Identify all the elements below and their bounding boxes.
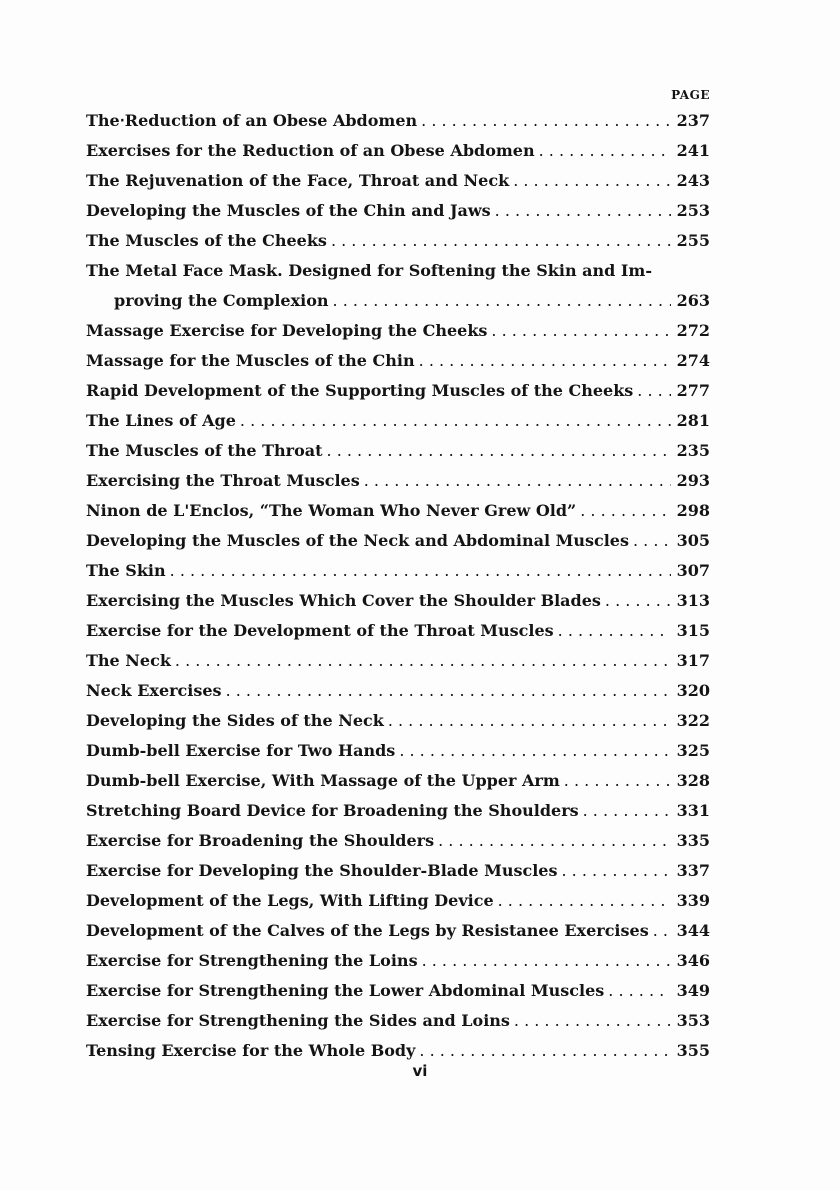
- toc-entry: [86, 976, 710, 1006]
- toc-entry-page-number: 253: [676, 201, 710, 220]
- toc-entry: [86, 616, 710, 646]
- toc-entry-page-number: 317: [676, 651, 710, 670]
- toc-entry-title: Ninon de L'Enclos, “The Woman Who Never Grew Old”: [86, 501, 577, 520]
- toc-entry: [86, 466, 710, 496]
- dot-leader: [226, 676, 671, 706]
- toc-entry-page-number: 337: [676, 861, 710, 880]
- toc-entry: [86, 796, 710, 826]
- dot-leader: [175, 646, 671, 676]
- toc-entry: [86, 676, 710, 706]
- dot-leader: [580, 496, 670, 526]
- toc-entry: [86, 856, 710, 886]
- toc-entry-title: Exercising the Muscles Which Cover the Shoulder Blades: [86, 591, 601, 610]
- toc-entry-title: Stretching Board Device for Broadening the Shoulders: [86, 801, 579, 820]
- dot-leader: [558, 616, 671, 646]
- toc-entry-page-number: 237: [676, 111, 710, 130]
- toc-entry-title: Exercise for Developing the Shoulder-Blade Muscles: [86, 861, 558, 880]
- toc-entry: [86, 406, 710, 436]
- toc-entry: [86, 646, 710, 676]
- dot-leader: [399, 736, 670, 766]
- toc-entry-title: Massage Exercise for Developing the Cheeks: [86, 321, 488, 340]
- dot-leader: [170, 556, 671, 586]
- toc-entry-page-number: 272: [676, 321, 710, 340]
- toc-entry-page-number: 355: [676, 1041, 710, 1060]
- toc-entry-page-number: 313: [676, 591, 710, 610]
- toc-entry: [86, 586, 710, 616]
- toc-entry: [86, 196, 710, 226]
- toc-entry-title: Exercises for the Reduction of an Obese Abdomen: [86, 141, 535, 160]
- toc-entry: [86, 106, 710, 136]
- toc-entry-title: Development of the Legs, With Lifting Device: [86, 891, 494, 910]
- toc-entry: [86, 376, 710, 406]
- toc-entry: [86, 346, 710, 376]
- toc-entry-page-number: 235: [676, 441, 710, 460]
- toc-entry-page-number: 263: [676, 291, 710, 310]
- toc-entry: [86, 166, 710, 196]
- toc-entry-title: Development of the Calves of the Legs by Resistanee Exercises: [86, 921, 649, 940]
- dot-leader: [438, 826, 671, 856]
- toc-entry-page-number: 349: [676, 981, 710, 1000]
- toc-entry-title: Dumb-bell Exercise, With Massage of the Upper Arm: [86, 771, 560, 790]
- toc-entry-list: [86, 106, 710, 1066]
- dot-leader: [421, 106, 670, 136]
- toc-entry: [86, 136, 710, 166]
- toc-entry-title: The‧Reduction of an Obese Abdomen: [86, 111, 418, 130]
- dot-leader: [388, 706, 671, 736]
- toc-entry-title: Neck Exercises: [86, 681, 222, 700]
- dot-leader: [513, 166, 670, 196]
- toc-entry: [86, 736, 710, 766]
- toc-entry-page-number: 305: [676, 531, 710, 550]
- table-of-contents: [86, 84, 710, 1066]
- dot-leader: [633, 526, 671, 556]
- dot-leader: [364, 466, 671, 496]
- toc-entry-title: Exercise for Strengthening the Lower Abdominal Muscles: [86, 981, 605, 1000]
- toc-entry: [86, 556, 710, 586]
- toc-entry-title: Developing the Muscles of the Chin and Jaws: [86, 201, 491, 220]
- toc-entry-page-number: 274: [676, 351, 710, 370]
- toc-entry-title: Exercise for Strengthening the Loins: [86, 951, 418, 970]
- dot-leader: [327, 436, 671, 466]
- dot-leader: [333, 286, 671, 316]
- toc-entry-page-number: 346: [676, 951, 710, 970]
- dot-leader: [608, 976, 670, 1006]
- page-column-heading: PAGE: [671, 88, 710, 102]
- toc-entry-page-number: 335: [676, 831, 710, 850]
- toc-entry: [86, 886, 710, 916]
- toc-entry-page-number: 325: [676, 741, 710, 760]
- toc-entry-title: The Muscles of the Cheeks: [86, 231, 327, 250]
- toc-entry-page-number: 344: [676, 921, 710, 940]
- page-folio: vi: [412, 1062, 428, 1080]
- dot-leader: [422, 946, 671, 976]
- toc-entry-title: The Skin: [86, 561, 166, 580]
- dot-leader: [561, 856, 670, 886]
- toc-entry-title: Exercise for Strengthening the Sides and Loins: [86, 1011, 510, 1030]
- toc-entry: [86, 226, 710, 256]
- toc-entry-page-number: 331: [676, 801, 710, 820]
- toc-entry-page-number: 243: [676, 171, 710, 190]
- toc-entry-page-number: 339: [676, 891, 710, 910]
- dot-leader: [653, 916, 671, 946]
- toc-entry-title: Developing the Sides of the Neck: [86, 711, 384, 730]
- toc-entry-page-number: 298: [676, 501, 710, 520]
- dot-leader: [331, 226, 671, 256]
- toc-entry-title: Massage for the Muscles of the Chin: [86, 351, 415, 370]
- toc-entry: [86, 706, 710, 736]
- toc-entry: [86, 286, 710, 316]
- dot-leader: [514, 1006, 671, 1036]
- toc-entry-page-number: 277: [676, 381, 710, 400]
- dot-leader: [491, 316, 670, 346]
- dot-leader: [637, 376, 670, 406]
- toc-entry-page-number: 293: [676, 471, 710, 490]
- toc-entry-title: Tensing Exercise for the Whole Body: [86, 1041, 416, 1060]
- toc-entry-page-number: 328: [676, 771, 710, 790]
- toc-entry-title: The Rejuvenation of the Face, Throat and Neck: [86, 171, 510, 190]
- toc-entry: [86, 436, 710, 466]
- toc-entry: [86, 766, 710, 796]
- toc-entry: [86, 946, 710, 976]
- toc-entry-page-number: 315: [676, 621, 710, 640]
- toc-entry-title: Exercising the Throat Muscles: [86, 471, 360, 490]
- toc-entry-title: Developing the Muscles of the Neck and Abdominal Muscles: [86, 531, 629, 550]
- toc-entry-page-number: 322: [676, 711, 710, 730]
- toc-entry-page-number: 307: [676, 561, 710, 580]
- toc-entry-title: proving the Complexion: [114, 291, 329, 310]
- dot-leader: [564, 766, 671, 796]
- dot-leader: [498, 886, 671, 916]
- toc-entry-page-number: 281: [676, 411, 710, 430]
- dot-leader: [419, 346, 671, 376]
- toc-entry: [86, 826, 710, 856]
- toc-entry-title: Rapid Development of the Supporting Muscles of the Cheeks: [86, 381, 634, 400]
- toc-entry-title: The Lines of Age: [86, 411, 236, 430]
- toc-entry: [86, 526, 710, 556]
- toc-entry-page-number: 353: [676, 1011, 710, 1030]
- toc-entry: [86, 316, 710, 346]
- toc-entry-title: The Metal Face Mask. Designed for Softening the Skin and Im-: [86, 261, 652, 280]
- toc-entry-page-number: 320: [676, 681, 710, 700]
- toc-entry-title: Exercise for Broadening the Shoulders: [86, 831, 435, 850]
- dot-leader: [605, 586, 671, 616]
- dot-leader: [240, 406, 671, 436]
- toc-entry-title: Exercise for the Development of the Throat Muscles: [86, 621, 554, 640]
- toc-entry: [86, 916, 710, 946]
- toc-entry-title: The Neck: [86, 651, 171, 670]
- toc-entry-page-number: 241: [676, 141, 710, 160]
- toc-entry-page-number: 255: [676, 231, 710, 250]
- toc-entry-title: Dumb-bell Exercise for Two Hands: [86, 741, 396, 760]
- toc-entry-title: The Muscles of the Throat: [86, 441, 323, 460]
- dot-leader: [495, 196, 671, 226]
- toc-entry: [86, 1006, 710, 1036]
- dot-leader: [539, 136, 671, 166]
- toc-entry-line: [86, 256, 710, 286]
- dot-leader: [583, 796, 671, 826]
- toc-entry: [86, 496, 710, 526]
